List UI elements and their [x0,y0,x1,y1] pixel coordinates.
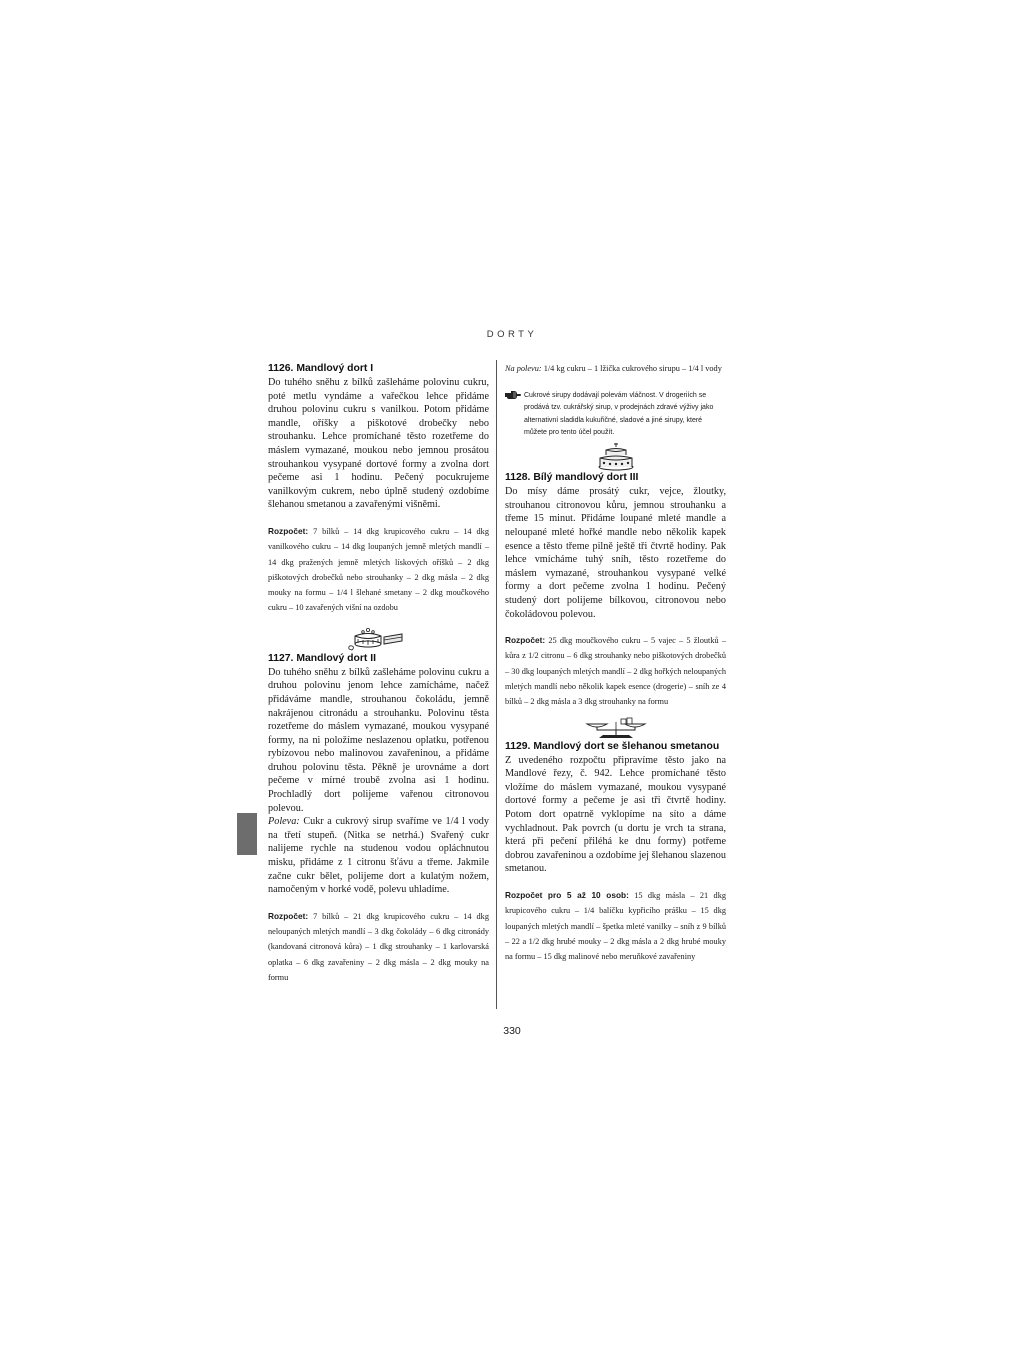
page-number: 330 [503,1025,521,1037]
recipe-instructions: Z uvedeného rozpočtu připravíme těsto jako na Mandlové řezy, č. 942. Lehce promíchané těsto vložíme do máslem vymazané, moukou vysypané dortové formy a pečeme je asi tři čtvrtě hodiny. Potom dort opatrně vyklopíme na síto a dáme vychladnout. Pak povrch (u dortu je vrch ta strana, která při pečení přiléhá ke dnu formy) potřeme dobrou zavařeninou a ozdobíme jej šlehanou slazenou smetanou. [505,754,726,875]
glaze-text: Cukr a cukrový sirup svaříme ve 1/4 l vody na třetí stupeň. (Nitka se netrhá.) Svařený cukr nalijeme rychle na studenou vodou opláchnutou misku, přidáme z 1 citronu šťávu a třeme. Jakmile začne cukr bělet, polijeme dort a kulatým nožem, namočeným v horké vodě, polevu uhladíme. [268,816,489,896]
ingredients-label: Rozpočet: [268,525,309,536]
ingredients-text: 7 bílků – 14 dkg krupicového cukru – 14 dkg vanilkového cukru – 14 dkg loupaných jemně mletých mandlí – 14 dkg pražených jemně mletých lískových oříšků – 2 dkg piškotových drobečků nebo strouhanky – 2 dkg másla – 2 dkg mouky na formu – 1/4 l šlehané smetany – 2 dkg moučkového cukru – 10 zavařených višní na ozdobu [268,526,489,613]
ingredients-label: Rozpočet pro 5 až 10 osob: [505,889,629,900]
tip-text: Cukrové sirupy dodávají polevám vláčnost. V drogeriích se prodává tzv. cukrářský sirup, v prodejnách zdravé výživy jako alternativní sladidla kukuřičné, sladové a jiné sirupy, které můžete pro tento účel použít. [524,392,714,436]
tip-box [505,390,726,439]
column-divider [496,360,497,1009]
running-head: DORTY [486,329,538,340]
glaze-ingredients [505,362,726,376]
thumb-index-tab [237,813,257,855]
recipe-title: 1128. Bílý mandlový dort III [505,472,639,484]
tiered-cake-icon [595,441,637,471]
ingredients-label: Rozpočet: [505,635,546,646]
glaze-text: 1/4 kg cukru – 1 lžička cukrového sirupu – 1/4 l vody [543,364,722,373]
glaze-label: Na polevu: [505,364,542,373]
recipe-ingredients [505,888,726,964]
recipe-instructions: Do mísy dáme prosátý cukr, vejce, žloutky, strouhanou citronovou kůru, jemnou strouhanku a třeme 15 minut. Přidáme loupané mleté mandle a neloupané mleté hořké mandle nebo několik kapek esence a těsto třeme pilně ještě tři čtvrtě hodiny. Pak lehce vmícháme tuhý sníh, těsto rozetřeme do máslem vymazané, strouhankou vysypané velké formy a dort pečeme zvolna 1 hodinu. Pečený studený dort polijeme bílkovou, citronovou nebo čokoládovou polevou. [505,486,726,620]
recipe-1127 [268,652,489,986]
recipe-1128 [505,471,726,709]
recipe-ingredients [268,524,489,616]
glaze-instructions [268,815,489,897]
ingredients-label: Rozpočet: [268,910,309,921]
right-column [505,362,726,964]
recipe-instructions: Do tuhého sněhu z bílků zašleháme polovinu cukru, poté metlu vyndáme a vařečkou lehce přidáme druhou polovinu cukru s vanilkou. Potom přidáme mandle, oříšky a piškotové drobečky nebo strouhanku. Lehce promíchané těsto rozetřeme do máslem vymazané, moukou nebo jemnou prosátou strouhankou vysypané dortové formy a zvolna dort pečeme asi 1 hodinu. Pečený pocukrujeme vanilkovým cukrem, nebo úplně studený ozdobíme šlehanou smetanou a zavařenými višněmi. [268,377,489,511]
cake-slice-icon [346,622,412,652]
recipe-1129 [505,740,726,965]
recipe-ingredients [505,633,726,709]
recipe-1126 [268,362,489,616]
recipe-title: 1127. Mandlový dort II [268,652,376,664]
recipe-title: 1126. Mandlový dort I [268,363,374,374]
ingredients-text: 7 bílků – 21 dkg krupicového cukru – 14 dkg neloupaných mletých mandlí – 3 dkg čokolády – 6 dkg citronády (kandovaná citronová kůra) – 1 dkg strouhanky – 1 karlovarská oplatka – 6 dkg zavařeniny – 2 dkg másla – 2 dkg mouky na formu [268,911,489,982]
kitchen-scale-icon [579,714,653,740]
recipe-ingredients [268,909,489,985]
ingredients-text: 15 dkg másla – 21 dkg krupicového cukru – 1/4 balíčku kypřicího prášku – 15 dkg loupaných mletých mandlí – špetka mleté vanilky – sníh z 9 bílků – 22 a 1/2 dkg hrubé mouky – 2 dkg másla a 2 dkg hrubé mouky na formu – 15 dkg malinové nebo meruňkové zavařeniny [505,890,727,962]
glaze-label: Poleva: [268,816,300,828]
recipe-instructions: Do tuhého sněhu z bílků zašleháme polovinu cukru a druhou polovinu jenom lehce zamícháme, načež přidáváme mandle, strouhanou čokoládu, jemně nakrájenou citronádu a strouhanku. Polovinu těsta rozetřeme do máslem vymazané, moukou vysypané formy, na ni položíme neslazenou oplatku, potřenou rybízovou nebo malinovou zavařeninou, a přidáme druhou polovinu těsta. Pěkně je urovnáme a dort pečeme v mírné troubě zvolna asi 1 hodinu. Prochladlý dort polijeme vařenou citronovou polevou. [268,666,489,814]
recipe-title: 1129. Mandlový dort se šlehanou smetanou [505,740,720,752]
ingredients-text: 25 dkg moučkového cukru – 5 vajec – 5 žloutků – kůra z 1/2 citronu – 6 dkg strouhanky nebo piškotových drobečků – 30 dkg loupaných mletých mandlí – 2 dkg hořkých neloupaných mletých mandlí nebo několik kapek esence (drogerie) – sníh ze 4 bílků – 2 dkg másla a 3 dkg strouhanky na formu [505,636,726,707]
pointing-hand-icon [505,390,521,400]
left-column [268,362,489,985]
